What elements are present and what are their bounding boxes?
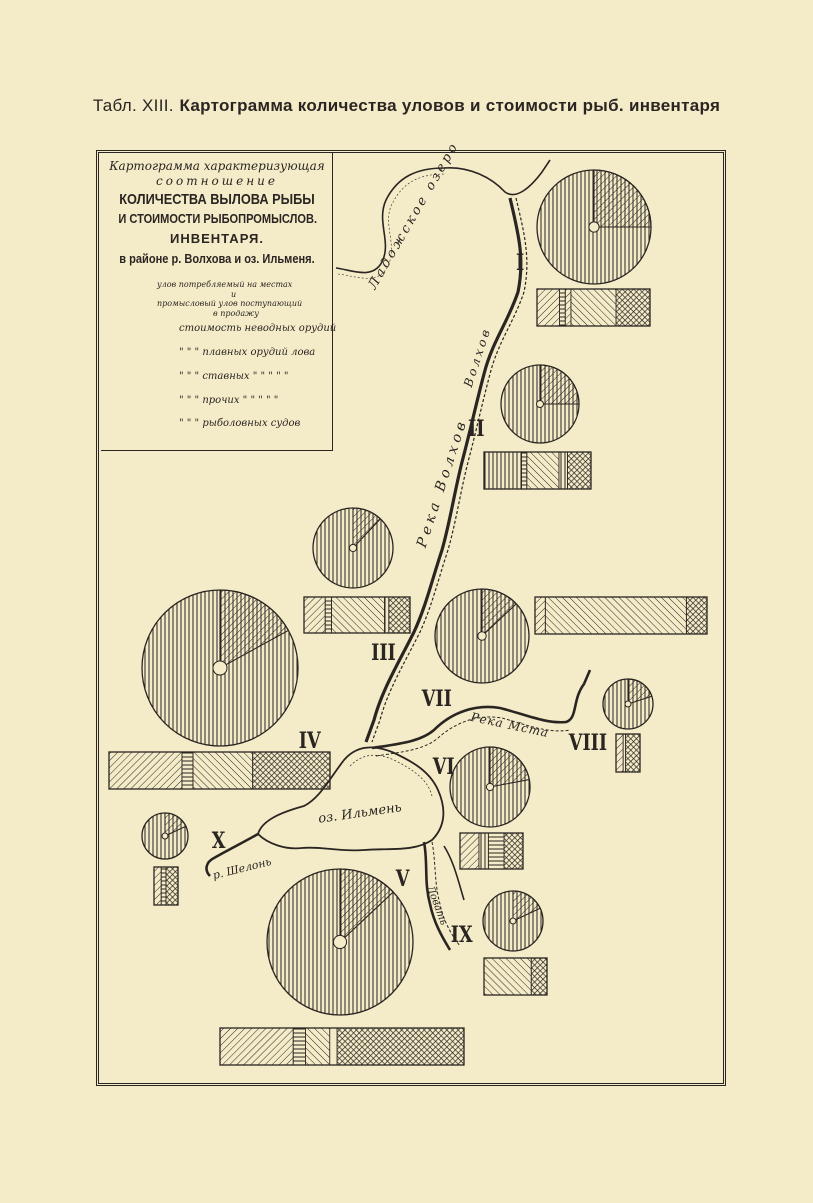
district-II-pie-slice	[540, 365, 579, 404]
district-number: IV	[298, 728, 321, 754]
legend-script-line2: соотношение	[156, 174, 278, 188]
district-number: VII	[421, 686, 452, 712]
district-IV-bar-segment	[193, 752, 253, 789]
district-I-bar-segment	[565, 289, 571, 326]
district-number: II	[468, 416, 485, 442]
district-VII-glyph	[435, 589, 707, 683]
district-II-bar-segment	[484, 452, 521, 489]
district-III-bar-segment	[325, 597, 331, 633]
district-number: VI	[432, 754, 455, 780]
district-IV-bar-segment	[253, 752, 330, 789]
district-VI-bar-segment	[504, 833, 523, 869]
label-lake-ilmen: оз. Ильмень	[317, 800, 403, 827]
legend-title-line1: КОЛИЧЕСТВА ВЫЛОВА РЫБЫ	[119, 191, 315, 208]
district-IV-bar-segment	[182, 752, 193, 789]
legend-row-label: " " " прочих " " " " "	[179, 395, 279, 406]
district-VII-bar-segment	[535, 597, 545, 634]
district-V-bar-segment	[330, 1028, 337, 1065]
district-VIII-glyph	[603, 679, 653, 772]
district-I-bar-segment	[537, 289, 560, 326]
district-III-bar-segment	[332, 597, 385, 633]
label-river-volkhov: Река Волхов	[414, 416, 471, 550]
legend-circle-note1: улов потребляемый на местах	[157, 280, 293, 289]
district-IX-pie-center	[510, 918, 516, 924]
legend-row-label: стоимость неводных орудий	[179, 323, 337, 334]
district-VIII-pie-center	[625, 701, 631, 707]
legend-circle-note3: в продажу	[213, 309, 259, 318]
district-IV-glyph	[109, 590, 330, 789]
district-III-glyph	[304, 508, 410, 633]
legend	[101, 153, 337, 451]
district-VII-pie-center	[478, 632, 486, 640]
label-river-lovat: Ловать	[424, 884, 449, 927]
district-X-pie-center	[162, 833, 168, 839]
legend-circle-note-and: и	[231, 290, 237, 299]
table-number: Табл. XIII.	[92, 96, 174, 115]
district-I-bar-segment	[616, 289, 650, 326]
district-X-bar-segment	[154, 867, 161, 905]
district-II-glyph	[484, 365, 591, 489]
district-VIII-bar-segment	[616, 734, 623, 772]
district-VII-bar-segment	[686, 597, 707, 634]
lake-ilmen-shading	[350, 755, 432, 796]
district-VI-pie-slice	[490, 747, 529, 787]
district-number: III	[371, 640, 396, 666]
district-X-bar-segment	[166, 867, 178, 905]
district-II-bar-segment	[527, 452, 559, 489]
district-VI-bar-segment	[479, 833, 488, 869]
district-I-pie-slice	[594, 170, 651, 227]
district-number: IX	[450, 922, 473, 948]
district-III-pie-center	[349, 544, 356, 551]
district-IX-glyph	[483, 891, 547, 995]
district-I-pie-center	[589, 222, 599, 232]
district-VIII-bar-segment	[626, 734, 640, 772]
district-V-bar-segment	[305, 1028, 329, 1065]
district-V-bar-segment	[337, 1028, 464, 1065]
label-river-shelon: р. Шелонь	[211, 854, 273, 883]
district-II-pie-center	[536, 400, 543, 407]
district-IX-bar-segment	[484, 958, 531, 995]
legend-row-label: " " " плавных орудий лова	[179, 347, 316, 358]
label-volkhov: Волхов	[460, 325, 494, 389]
district-VI-glyph	[450, 747, 530, 869]
district-II-bar-segment	[567, 452, 591, 489]
legend-title-line4: в районе р. Волхова и оз. Ильменя.	[119, 251, 315, 266]
district-IV-bar-segment	[109, 752, 182, 789]
legend-title-line3: ИНВЕНТАРЯ.	[170, 231, 264, 246]
district-VII-bar-segment	[545, 597, 686, 634]
legend-script-line1: Картограмма характеризующая	[109, 159, 325, 173]
district-X-glyph	[142, 813, 188, 905]
district-I-glyph	[537, 170, 651, 326]
district-VI-pie-center	[486, 783, 493, 790]
district-VI-bar-segment	[460, 833, 479, 869]
district-V-bar-segment	[293, 1028, 305, 1065]
district-number: V	[395, 866, 410, 892]
district-IV-pie-center	[213, 661, 227, 675]
legend-circle-note2: промысловый улов поступающий	[157, 299, 303, 308]
legend-title-line2: И СТОИМОСТИ РЫБОПРОМЫСЛОВ.	[118, 211, 318, 226]
district-number: X	[211, 828, 226, 854]
legend-row-label: " " " рыболовных судов	[179, 418, 301, 429]
label-lake-ladoga: Ладожское озеро	[365, 139, 463, 292]
district-I-bar-segment	[560, 289, 566, 326]
district-X-bar-segment	[161, 867, 166, 905]
legend-row-label: " " " ставных " " " " "	[179, 371, 289, 382]
district-III-bar-segment	[304, 597, 325, 633]
district-III-bar-segment	[385, 597, 389, 633]
district-IX-bar-segment	[531, 958, 547, 995]
district-II-bar-segment	[559, 452, 568, 489]
district-number: I	[516, 250, 525, 276]
table-caption: Картограмма количества уловов и стоимости рыб. инвентаря	[179, 96, 721, 115]
district-III-bar-segment	[389, 597, 410, 633]
label-river-msta: Река Мста	[469, 709, 551, 741]
district-VI-bar-segment	[488, 833, 504, 869]
district-II-bar-segment	[521, 452, 526, 489]
district-number: VIII	[568, 730, 608, 756]
district-V-pie-center	[333, 935, 346, 948]
district-V-bar-segment	[220, 1028, 293, 1065]
district-I-bar-segment	[571, 289, 616, 326]
